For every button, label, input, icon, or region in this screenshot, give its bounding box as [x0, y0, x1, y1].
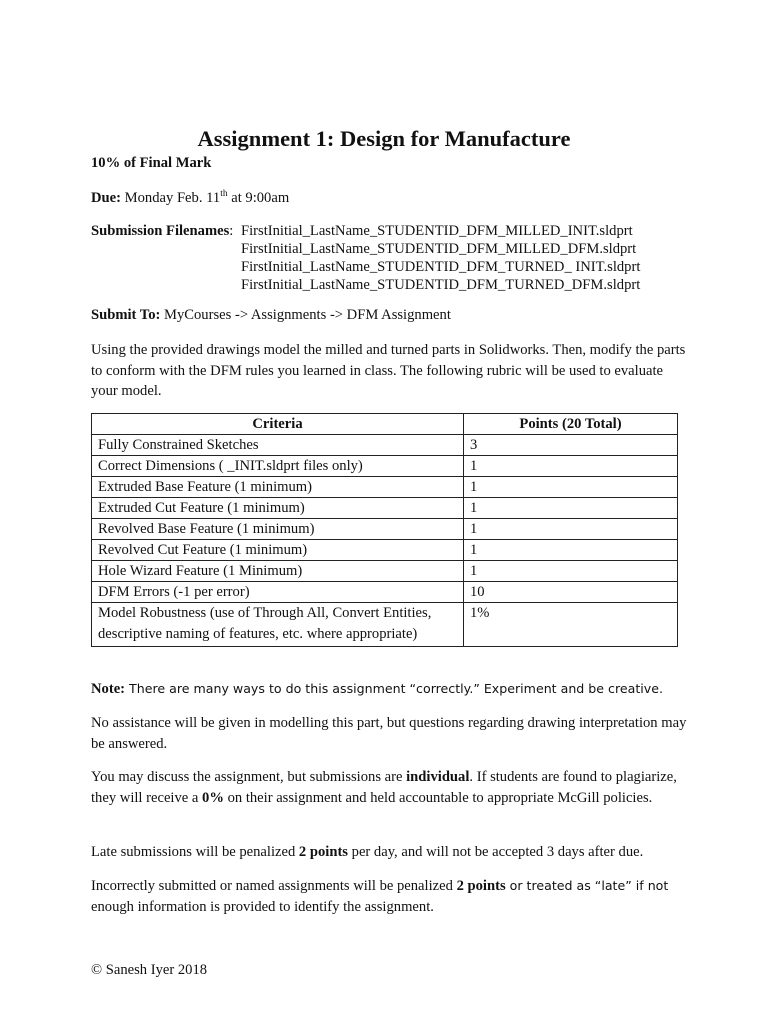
- rubric-header-points: Points (20 Total): [464, 414, 678, 435]
- criteria-cell: Hole Wizard Feature (1 Minimum): [92, 561, 464, 582]
- rubric-header-criteria: Criteria: [92, 414, 464, 435]
- note-text: There are many ways to do this assignment “correctly.” Experiment and be creative.: [125, 681, 663, 696]
- submit-to-path: MyCourses -> Assignments -> DFM Assignment: [160, 307, 451, 323]
- submit-to-label: Submit To:: [91, 307, 161, 323]
- points-cell: 1: [464, 456, 678, 477]
- criteria-cell: Model Robustness (use of Through All, Convert Entities, descriptive naming of features, etc. where appropriate): [92, 603, 464, 647]
- points-cell: 1: [464, 519, 678, 540]
- rubric-header-row: [92, 414, 678, 435]
- table-row: [92, 561, 678, 582]
- points-cell: 1: [464, 561, 678, 582]
- table-row: [92, 519, 678, 540]
- note-label: Note:: [91, 681, 126, 697]
- copyright-footer: © Sanesh Iyer 2018: [91, 962, 208, 978]
- due-date: Due: Monday Feb. 11th at 9:00am: [91, 189, 290, 206]
- submit-to: [91, 306, 451, 324]
- points-cell: 1%: [464, 603, 678, 647]
- table-row: [92, 540, 678, 561]
- criteria-cell: Correct Dimensions ( _INIT.sldprt files only): [92, 456, 464, 477]
- late-policy-paragraph: Late submissions will be penalized 2 points per day, and will not be accepted 3 days after due.: [91, 844, 644, 860]
- criteria-cell: DFM Errors (-1 per error): [92, 582, 464, 603]
- points-cell: 1: [464, 540, 678, 561]
- filename-milled-init: FirstInitial_LastName_STUDENTID_DFM_MILLED_INIT.sldprt: [241, 223, 633, 239]
- note-paragraph: [91, 680, 663, 698]
- points-cell: 3: [464, 435, 678, 456]
- table-row: [92, 456, 678, 477]
- criteria-cell: Fully Constrained Sketches: [92, 435, 464, 456]
- due-label: Due:: [91, 190, 121, 206]
- criteria-cell: Extruded Base Feature (1 minimum): [92, 477, 464, 498]
- due-text: Monday Feb. 11: [124, 190, 221, 206]
- points-cell: 1: [464, 498, 678, 519]
- filename-turned-dfm: FirstInitial_LastName_STUDENTID_DFM_TURNED_DFM.sldprt: [241, 277, 641, 293]
- intro-paragraph: Using the provided drawings model the milled and turned parts in Solidworks. Then, modify the parts to conform with the DFM rules you learned in class. The following rubric will be used to evaluate your model.: [91, 342, 686, 399]
- individual-work-paragraph: You may discuss the assignment, but submissions are individual. If students are found to plagiarize, they will receive a 0% on their assignment and held accountable to appropriate McGill policies.: [91, 769, 677, 806]
- criteria-cell: Extruded Cut Feature (1 minimum): [92, 498, 464, 519]
- criteria-cell: Revolved Base Feature (1 minimum): [92, 519, 464, 540]
- incorrect-submission-paragraph: Incorrectly submitted or named assignments will be penalized 2 points or treated as “late” if not enough information is provided to identify the assignment.: [91, 878, 669, 915]
- page-title: Assignment 1: Design for Manufacture: [197, 126, 571, 151]
- rubric-table: [91, 413, 678, 647]
- table-row: [92, 582, 678, 603]
- filename-turned-init: FirstInitial_LastName_STUDENTID_DFM_TURNED_ INIT.sldprt: [241, 259, 641, 275]
- table-row: [92, 603, 678, 647]
- criteria-cell: Revolved Cut Feature (1 minimum): [92, 540, 464, 561]
- final-mark-weight: 10% of Final Mark: [91, 155, 212, 171]
- submission-filenames-label: Submission Filenames:: [91, 223, 234, 239]
- table-row: [92, 498, 678, 519]
- table-row: [92, 435, 678, 456]
- points-cell: 1: [464, 477, 678, 498]
- points-cell: 10: [464, 582, 678, 603]
- table-row: [92, 477, 678, 498]
- assistance-paragraph: No assistance will be given in modelling this part, but questions regarding drawing interpretation may be answered.: [91, 715, 687, 752]
- filename-milled-dfm: FirstInitial_LastName_STUDENTID_DFM_MILLED_DFM.sldprt: [241, 241, 637, 257]
